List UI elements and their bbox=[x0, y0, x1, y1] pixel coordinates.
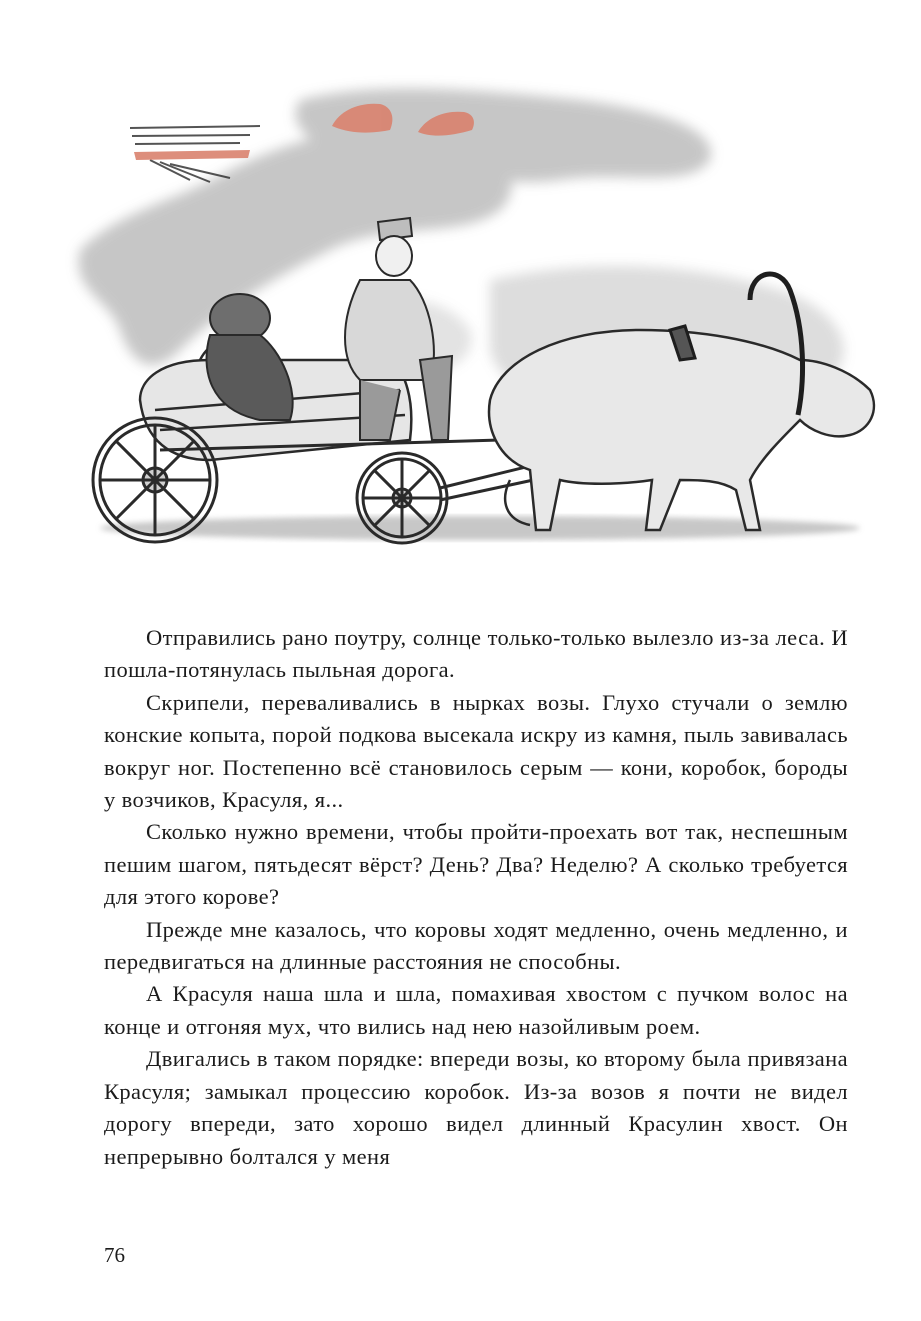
paragraph-1: Отправились рано поутру, солнце только-только вылезло из-за леса. И пошла-потянулась пыльная дорога. bbox=[104, 625, 848, 683]
page-number: 76 bbox=[104, 1243, 125, 1267]
paragraph-6: Двигались в таком порядке: впереди возы, ко второму была привязана Красуля; замыкал процессию коробок. Из-за возов я почти не видел дорогу впереди, зато хорошо видел длинный Красулин хвост. Он непрерывно болтался у меня bbox=[104, 1046, 848, 1169]
paragraph-4: Прежде мне казалось, что коровы ходят медленно, очень медленно, и передвигаться на длинные расстояния не способны. bbox=[104, 916, 848, 975]
body-text bbox=[104, 622, 848, 1173]
horse-cart-illustration-icon bbox=[60, 60, 890, 560]
front-wheel bbox=[357, 453, 447, 543]
rear-wheel bbox=[93, 418, 217, 542]
paragraph-5: А Красуля наша шла и шла, помахивая хвостом с пучком волос на конце и отгоняя мух, что вились над нею назойливым роем. bbox=[104, 981, 848, 1039]
paragraph-3: Сколько нужно времени, чтобы пройти-проехать вот так, неспешным пешим шагом, пятьдесят вёрст? День? Два? Неделю? А сколько требуется для этого корове? bbox=[104, 819, 848, 910]
cart-illustration bbox=[60, 60, 890, 560]
paragraph-2: Скрипели, переваливались в нырках возы. Глухо стучали о землю конские копыта, порой подкова высекала искру из камня, пыль завивалась вокруг ног. Постепенно всё становилось серым — кони, коробок, бороды у возчиков, Красуля, я... bbox=[104, 689, 848, 813]
